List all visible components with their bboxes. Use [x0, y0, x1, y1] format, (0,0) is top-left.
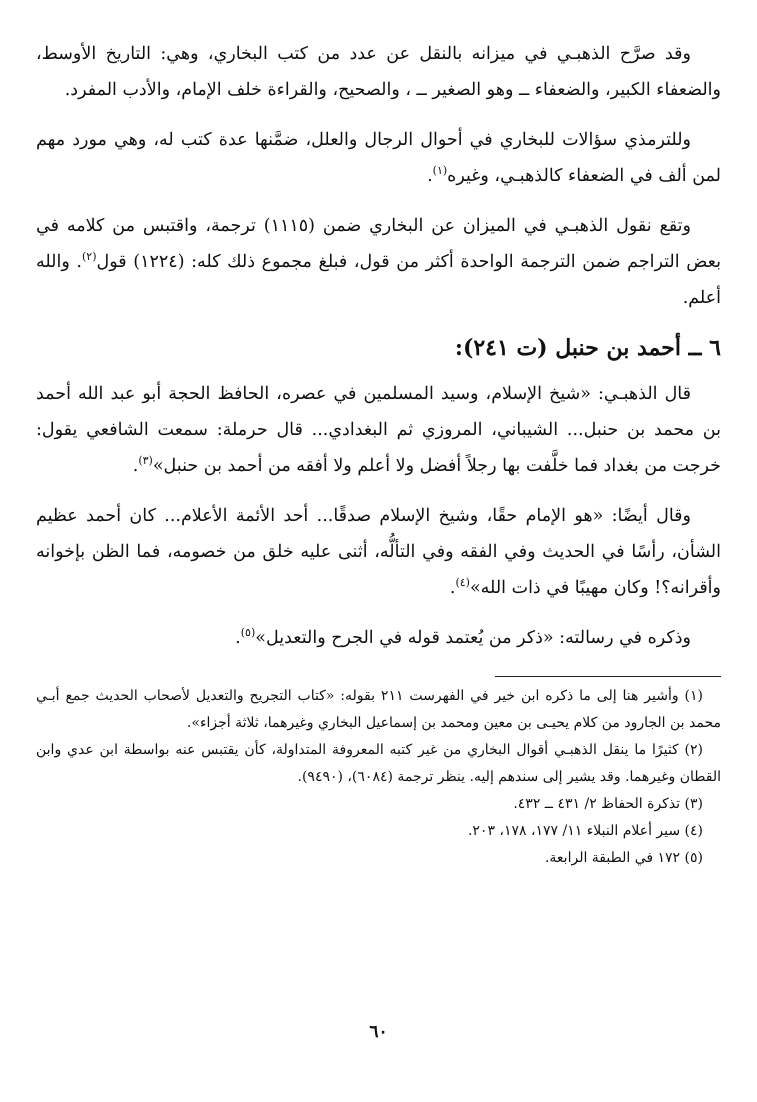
footnote-item: (٤) سير أعلام النبلاء ١١/ ١٧٧، ١٧٨، ٢٠٣. [467, 823, 703, 839]
paragraph-text: وقد صرَّح الذهبـي في ميزانه بالنقل عن عدد من كتب البخاري، وهي: التاريخ الأوسط، والضعفاء الكبير، والضعفاء ــ وهو الصغير ــ ، والصحيح، والقراءة خلف الإمام، والأدب المفرد. [36, 44, 721, 100]
footnote-item: (٥) ١٧٢ في الطبقة الرابعة. [544, 850, 703, 866]
paragraph-text: وتقع نقول الذهبـي في الميزان عن البخاري ضمن (١١١٥) ترجمة، واقتبس من كلامه في بعض التراجم ضمن الترجمة الواحدة أكثر من قول، فبلغ مجموع ذلك كله: (١٢٢٤) قول [36, 216, 721, 272]
paragraph-end: . والله أعلم. [36, 252, 721, 308]
paragraph-end: . [449, 578, 456, 598]
paragraph-end: . [235, 628, 241, 648]
footnote-item: (٢) كثيرًا ما ينقل الذهبـي أقوال البخاري من غير كتبه المعروفة المتداولة، كأن يقتبس عنه بواسطة ابن عدي وابن القطان وغيرهما. وقد يشير إلى سندهم إليه. ينظر ترجمة (٦٠٨٤)، (٩٤٩٠). [36, 742, 721, 785]
paragraph-tirmidhi [36, 122, 721, 194]
paragraph-text: وقال أيضًا: «هو الإمام حقًا، وشيخ الإسلام صدقًا... أحد الأئمة الأعلام... كان أحمد عظيم الشأن، رأسًا في الحديث وفي الفقه وفي التألُّه، أثنى عليه خلق من خصومه، فما الظن بإخوانه وأقرانه؟! وكان مهيبًا في ذات الله» [36, 506, 721, 598]
paragraph-bukhari-books [36, 36, 721, 108]
page-content [36, 36, 721, 1102]
footnote-ref-2[interactable]: (٢) [82, 250, 97, 264]
paragraph-dhahabi-quote [36, 376, 721, 484]
footnote-item: (١) وأشير هنا إلى ما ذكره ابن خير في الفهرست ٢١١ بقوله: «كتاب التجريح والتعديل لأصحاب الحديث جمع أبـي محمد بن الجارود من كلام يحيـى بن معين ومحمد بن إسماعيل البخاري وغيرهما، ثلاثة أجزاء». [36, 688, 721, 731]
paragraph-end: . [427, 166, 433, 186]
footnote-ref-5[interactable]: (٥) [240, 626, 256, 640]
page-number: ٦٠ [369, 1022, 388, 1042]
section-heading: ٦ ــ أحمد بن حنبل (ت ٢٤١): [454, 335, 721, 361]
footnotes [36, 683, 721, 872]
paragraph-end: . [132, 456, 139, 476]
footnote-divider [495, 676, 721, 677]
footnote-ref-3[interactable]: (٣) [138, 454, 153, 468]
footnote-item: (٣) تذكرة الحفاظ ٢/ ٤٣١ ــ ٤٣٢. [513, 796, 703, 812]
footnote-ref-1[interactable]: (١) [432, 164, 448, 178]
paragraph-quotes-count [36, 208, 721, 316]
paragraph-text: وذكره في رسالته: «ذكر من يُعتمد قوله في الجرح والتعديل» [255, 628, 691, 648]
paragraph-text: قال الذهبـي: «شيخ الإسلام، وسيد المسلمين في عصره، الحافظ الحجة أبو عبد الله أحمد بن محمد بن حنبل... الشيباني، المروزي ثم البغدادي... قال حرملة: سمعت الشافعي يقول: خرجت من بغداد فما خلَّفت بها رجلاً أفضل ولا أعلم ولا أفقه من أحمد بن حنبل» [36, 384, 721, 476]
paragraph-imam-praise [36, 498, 721, 606]
footnote-ref-4[interactable]: (٤) [455, 576, 470, 590]
paragraph-text: وللترمذي سؤالات للبخاري في أحوال الرجال والعلل، ضمَّنها عدة كتب له، وهي مورد مهم لمن ألف في الضعفاء كالذهبـي، وغيره [36, 130, 721, 186]
paragraph-risala [36, 620, 721, 656]
